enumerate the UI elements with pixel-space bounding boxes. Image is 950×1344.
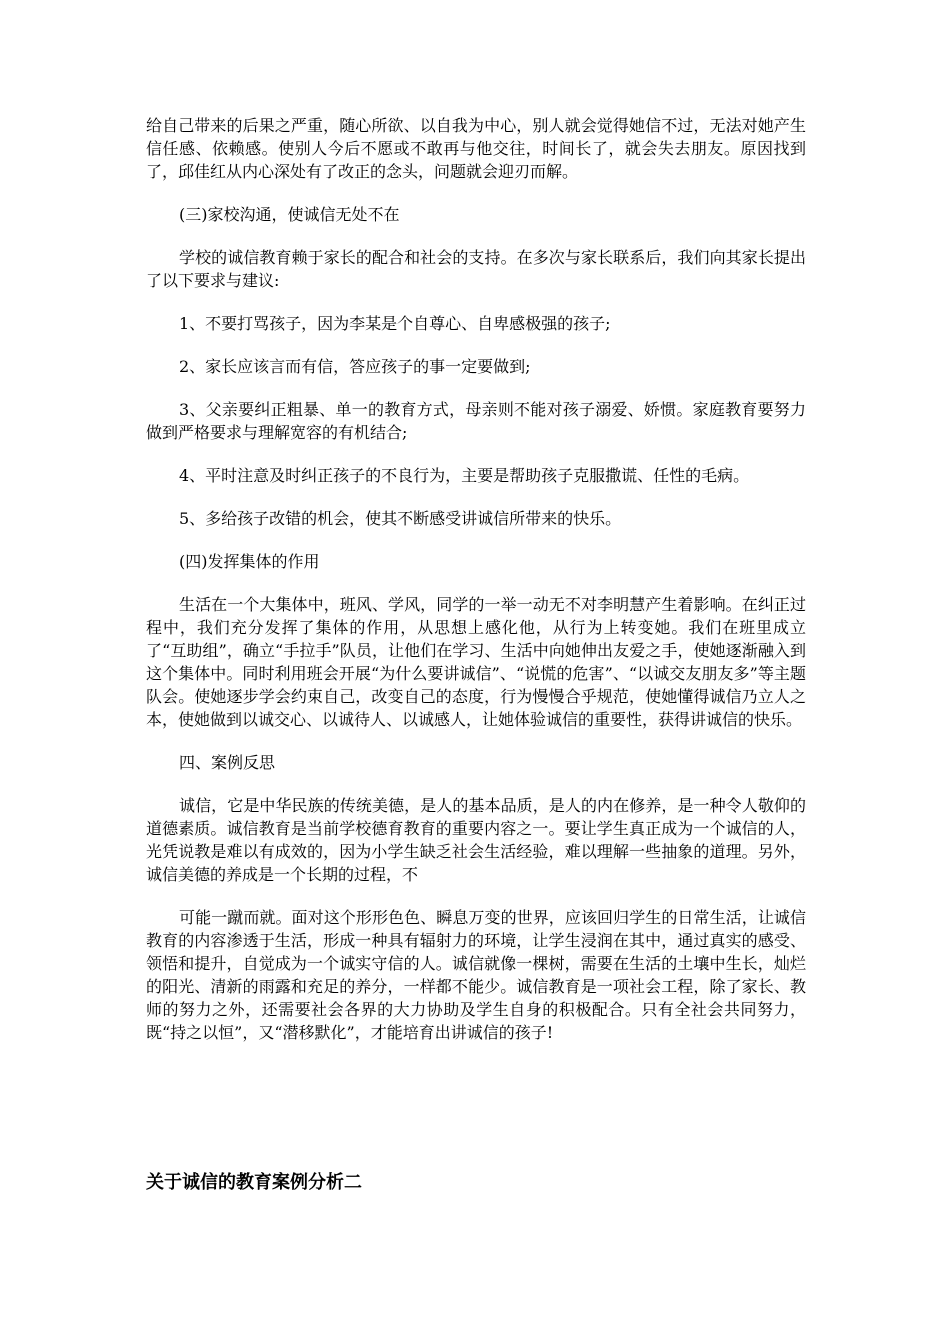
list-item-4: 4、平时注意及时纠正孩子的不良行为，主要是帮助孩子克服撒谎、任性的毛病。 [179, 466, 750, 485]
paragraph-parent-cooperation: 学校的诚信教育赖于家长的配合和社会的支持。在多次与家长联系后，我们向其家长提出了以下要求与建议: [146, 248, 806, 290]
section-title: 关于诚信的教育案例分析二 [146, 1172, 362, 1193]
paragraph-reflection: 诚信，它是中华民族的传统美德，是人的基本品质，是人的内在修养，是一种令人敬仰的道德素质。诚信教育是当前学校德育教育的重要内容之一。要让学生真正成为一个诚信的人，光凭说教是难以有成效的，因为小学生缺乏社会生活经验，难以理解一些抽象的道理。另外，诚信美德的养成是一个长期的过程，不 [146, 796, 806, 884]
list-item-5: 5、多给孩子改错的机会，使其不断感受讲诚信所带来的快乐。 [179, 509, 622, 528]
document-body [146, 114, 806, 1064]
subheading-reflection: 四、案例反思 [179, 753, 276, 772]
paragraph-continuation: 给自己带来的后果之严重，随心所欲、以自我为中心，别人就会觉得她信不过，无法对她产生信任感、依赖感。使别人今后不愿或不敢再与他交往，时间长了，就会失去朋友。原因找到了，邱佳红从内心深处有了改正的念头，问题就会迎刃而解。 [146, 116, 806, 181]
paragraph-reflection-continued: 可能一蹴而就。面对这个形形色色、瞬息万变的世界，应该回归学生的日常生活，让诚信教育的内容渗透于生活，形成一种具有辐射力的环境，让学生浸润在其中，通过真实的感受、领悟和提升，自觉成为一个诚实守信的人。诚信就像一棵树，需要在生活的土壤中生长，灿烂的阳光、清新的雨露和充足的养分，一样都不能少。诚信教育是一项社会工程，除了家长、教师的努力之外，还需要社会各界的大力协助及学生自身的积极配合。只有全社会共同努力，既“持之以恒”，又“潜移默化”，才能培育出讲诚信的孩子! [146, 908, 806, 1042]
subheading-collective: (四)发挥集体的作用 [179, 552, 320, 571]
list-item-2: 2、家长应该言而有信，答应孩子的事一定要做到; [179, 357, 531, 376]
list-item-1: 1、不要打骂孩子，因为李某是个自尊心、自卑感极强的孩子; [179, 314, 611, 333]
list-item-3: 3、父亲要纠正粗暴、单一的教育方式，母亲则不能对孩子溺爱、娇惯。家庭教育要努力做到严格要求与理解宽容的有机结合; [146, 400, 806, 442]
subheading-home-school: (三)家校沟通，使诚信无处不在 [179, 205, 400, 224]
paragraph-collective: 生活在一个大集体中，班风、学风，同学的一举一动无不对李明慧产生着影响。在纠正过程中，我们充分发挥了集体的作用，从思想上感化他，从行为上转变她。我们在班里成立了“互助组”，确立“手拉手”队员，让他们在学习、生活中向她伸出友爱之手，使她逐渐融入到这个集体中。同时利用班会开展“为什么要讲诚信”、“说慌的危害”、“以诚交友朋友多”等主题队会。使她逐步学会约束自己，改变自己的态度，行为慢慢合乎规范，使她懂得诚信乃立人之本，使她做到以诚交心、以诚待人、以诚感人，让她体验诚信的重要性，获得讲诚信的快乐。 [146, 595, 806, 729]
